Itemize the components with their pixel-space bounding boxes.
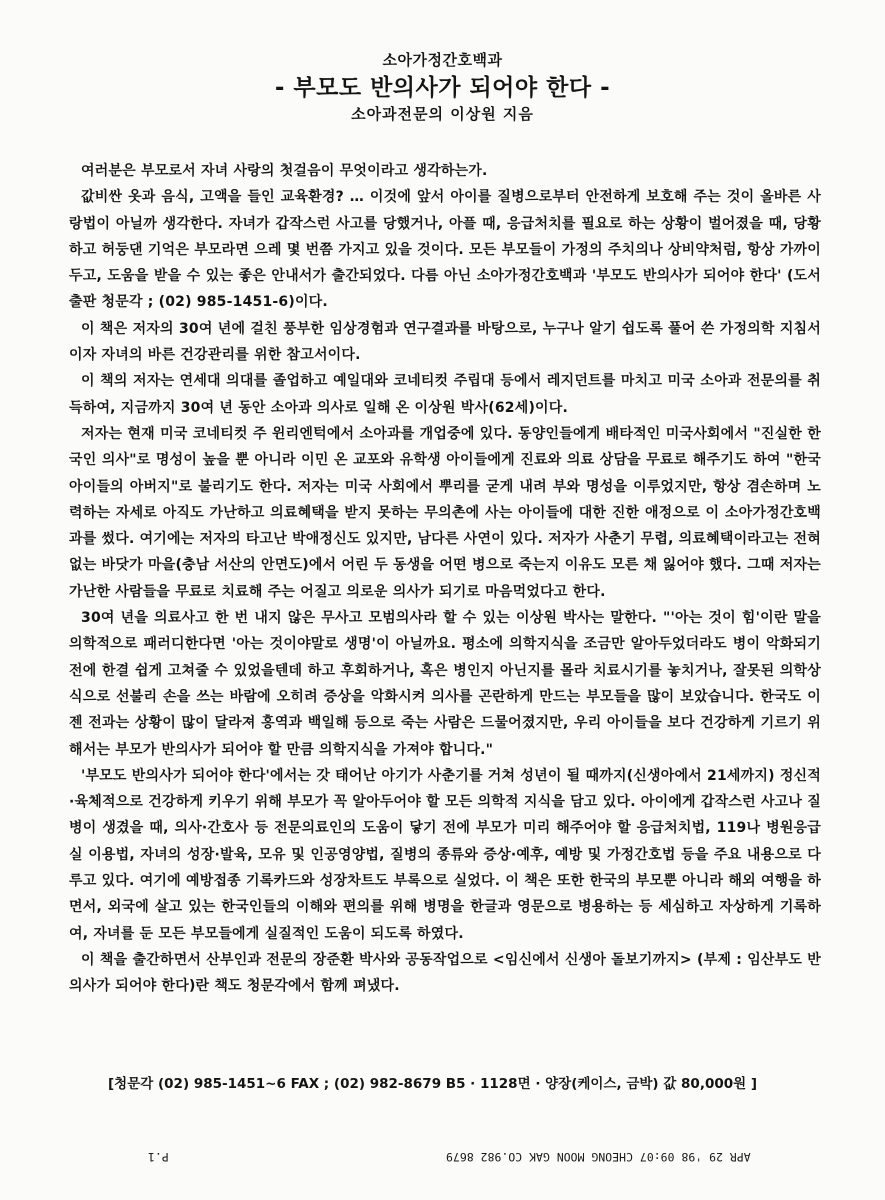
paragraph: 여러분은 부모로서 자녀 사랑의 첫걸음이 무엇이라고 생각하는가. [81,163,488,179]
paragraph: 이 책의 저자는 연세대 의대를 졸업하고 예일대와 코네티컷 주립대 등에서 레지던트를 마치고 미국 소아과 전문의를 취득하여, 지금까지 30여 년 동안 소아과 의사로 일해 온 이상원 박사(62세)이다. [69,373,821,416]
paragraph: 이 책을 출간하면서 산부인과 전문의 장준환 박사와 공동작업으로 <임신에서 신생아 돌보기까지> (부제 : 임산부도 반의사가 되어야 한다)란 책도 청문각에서 함께 펴냈다. [69,951,821,995]
document-header [0,50,885,124]
paragraph: 값비싼 옷과 음식, 고액을 들인 교육환경? … 이것에 앞서 아이를 질병으로부터 안전하게 보호해 주는 것이 올바른 사랑법이 아닐까 생각한다. 자녀가 갑작스런 사고를 당했거나, 아플 때, 응급처치를 필요로 하는 상황이 벌어졌을 때, 당황하고 허둥댄 기억은 부모라면 으레 몇 번쯤 가지고 있을 것이다. 모든 부모들이 가정의 주치의나 상비약처럼, 항상 가까이 두고, 도움을 받을 수 있는 좋은 안내서가 출간되었다. 다름 아닌 소아가정간호백과 '부모도 반의사가 되어야 한다' (도서출판 청문각 ; (02) 985-1451-6)이다. [69,189,821,311]
publisher-info: [청문각 (02) 985-1451~6 FAX ; (02) 982-8679 B5 · 1128면 · 양장(케이스, 금박) 값 80,000원 ] [108,1076,758,1092]
article-body [69,158,821,1000]
series-title: 소아가정간호백과 [382,51,503,69]
paragraph: 저자는 현재 미국 코네티컷 주 윈리엔턱에서 소아과를 개업중에 있다. 동양인들에게 배타적인 미국사회에서 "진실한 한국인 의사"로 명성이 높을 뿐 아니라 이민 온 교포와 유학생 아이들에게 진료와 의료 상담을 무료로 해주기도 하여 "한국 아이들의 아버지"로 불리기도 한다. 저자는 미국 사회에서 뿌리를 굳게 내려 부와 명성을 이루었지만, 항상 겸손하며 노력하는 자세로 아직도 가난하고 의료혜택을 받지 못하는 무의촌에 사는 아이들에 대한 진한 애정으로 이 소아가정간호백과를 썼다. 여기에는 저자의 타고난 박애정신도 있지만, 남다른 사연이 있다. 저자가 사춘기 무렵, 의료혜택이라고는 전혀 없는 바닷가 마을(충남 서산의 안면도)에서 어린 두 동생을 어떤 병으로 죽는지 이유도 모른 채 잃어야 했다. 그때 저자는 가난한 사람들을 무료로 치료해 주는 어질고 의로운 의사가 되기로 마음먹었다고 한다. [69,425,821,600]
fax-transmission-header: APR 29 '98 09:07 CHEONG MOON GAK CO.982 8679 [446,1150,751,1164]
author-line: 소아과전문의 이상원 지음 [351,105,534,123]
fax-page-number: P.1 [148,1150,169,1164]
paragraph: 30여 년을 의료사고 한 번 내지 않은 무사고 모범의사라 할 수 있는 이상원 박사는 말한다. "'아는 것이 힘'이란 말을 의학적으로 패러디한다면 '아는 것이야말로 생명'이 아닐까요. 평소에 의학지식을 조금만 알아두었더라도 병이 악화되기 전에 한결 쉽게 고쳐줄 수 있었을텐데 하고 후회하거나, 혹은 병인지 아닌지를 몰라 치료시기를 놓치거나, 잘못된 의학상식으로 선불리 손을 쓰는 바람에 오히려 증상을 악화시켜 의사를 곤란하게 만드는 부모들을 많이 보았습니다. 한국도 이젠 전과는 상황이 많이 달라져 홍역과 백일해 등으로 죽는 사람은 드물어졌지만, 우리 아이들을 보다 건강하게 기르기 위해서는 부모가 반의사가 되어야 할 만큼 의학지식을 가져야 합니다." [69,610,821,758]
paragraph: '부모도 반의사가 되어야 한다'에서는 갓 태어난 아기가 사춘기를 거쳐 성년이 될 때까지(신생아에서 21세까지) 정신적·육체적으로 건강하게 키우기 위해 부모가 꼭 알아두어야 할 모든 의학적 지식을 담고 있다. 아이에게 갑작스런 사고나 질병이 생겼을 때, 의사·간호사 등 전문의료인의 도움이 닿기 전에 부모가 미리 해주어야 할 응급처치법, 119나 병원응급실 이용법, 자녀의 성장·발육, 모유 및 인공영양법, 질병의 종류와 증상·예후, 예방 및 가정간호법 등을 주요 내용으로 다루고 있다. 여기에 예방접종 기록카드와 성장차트도 부록으로 실었다. 이 책은 또한 한국의 부모뿐 아니라 해외 여행을 하면서, 외국에 살고 있는 한국인들의 이해와 편의를 위해 병명을 한글과 영문으로 병용하는 등 세심하고 자상하게 기록하여, 자녀를 둔 모든 부모들에게 실질적인 도움이 되도록 하였다. [69,767,821,942]
book-title: - 부모도 반의사가 되어야 한다 - [274,75,611,101]
paragraph: 이 책은 저자의 30여 년에 걸친 풍부한 임상경험과 연구결과를 바탕으로, 누구나 알기 쉽도록 풀어 쓴 가정의학 지침서이자 자녀의 바른 건강관리를 위한 참고서이다. [69,320,821,364]
